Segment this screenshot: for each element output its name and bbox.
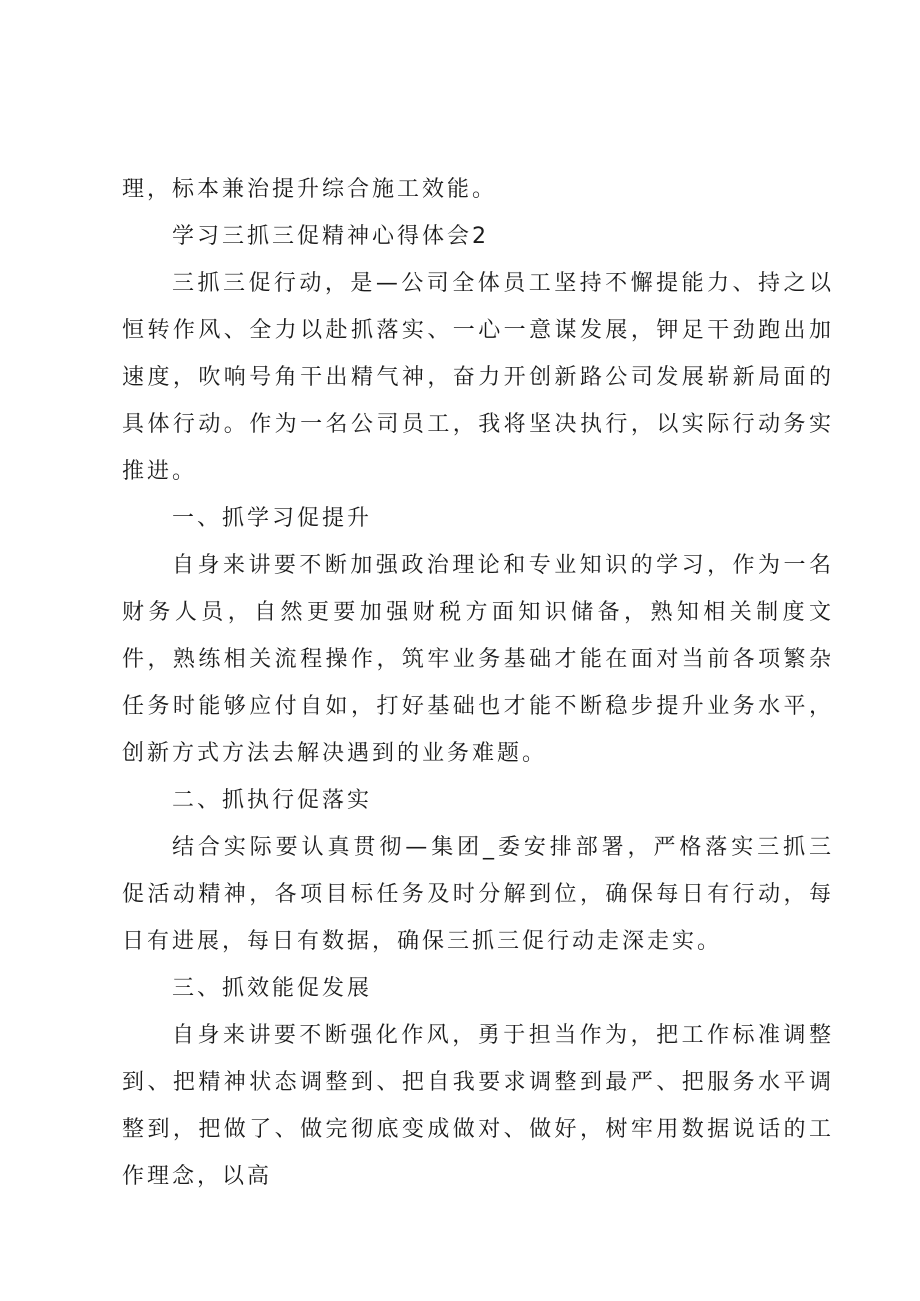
heading-efficiency: 三、抓效能促发展 <box>172 976 373 1001</box>
heading-study: 一、抓学习促提升 <box>172 506 373 531</box>
paragraph-study: 自身来讲要不断加强政治理论和专业知识的学习，作为一名财务人员，自然更要加强财税方面知识储备，熟知相关制度文件，熟练相关流程操作，筑牢业务基础才能在面对当前各项繁杂任务时能够应付自如，打好基础也才能不断稳步提升业务水平，创新方式方法去解决遇到的业务难题。 <box>122 553 834 766</box>
document-body <box>122 166 834 1200</box>
heading-execution: 二、抓执行促落实 <box>172 788 373 813</box>
paragraph-continuation: 理，标本兼治提升综合施工效能。 <box>122 177 498 202</box>
paragraph-efficiency: 自身来讲要不断强化作风，勇于担当作为，把工作标准调整到、把精神状态调整到、把自我要求调整到最严、把服务水平调整到，把做了、做完彻底变成做对、做好，树牢用数据说话的工作理念，以高 <box>122 1023 834 1189</box>
section-title: 学习三抓三促精神心得体会2 <box>172 224 489 249</box>
paragraph-execution: 结合实际要认真贯彻—集团_委安排部署，严格落实三抓三促活动精神，各项目标任务及时分解到位，确保每日有行动，每日有进展，每日有数据，确保三抓三促行动走深走实。 <box>122 835 834 954</box>
paragraph-intro: 三抓三促行动，是—公司全体员工坚持不懈提能力、持之以恒转作风、全力以赴抓落实、一心一意谋发展，钾足干劲跑出加速度，吹响号角干出精气神，奋力开创新路公司发展崭新局面的具体行动。作为一名公司员工，我将坚决执行，以实际行动务实推进。 <box>122 271 834 484</box>
